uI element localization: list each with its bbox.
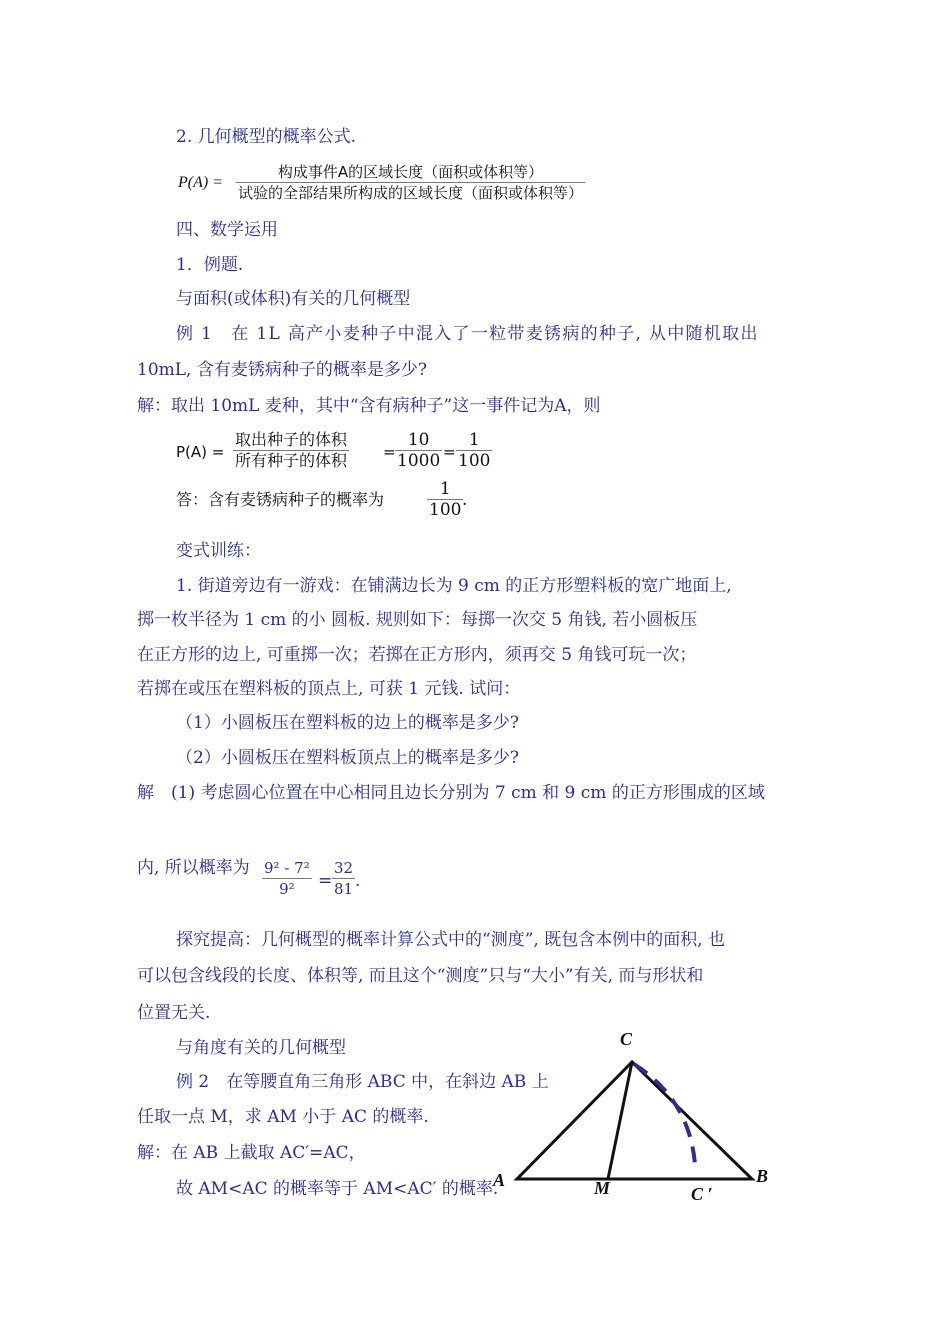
equals: = xyxy=(383,443,396,461)
denominator: 100 xyxy=(458,451,491,471)
denominator: 100 xyxy=(429,500,462,520)
ex2-line: 例 2 在等腰直角三角形 ABC 中，在斜边 AB 上 xyxy=(176,1072,549,1092)
equals: = xyxy=(443,443,456,461)
period: . xyxy=(462,490,468,510)
variant-sol-text: 内, 所以概率为 xyxy=(137,858,250,878)
ex1-solution: 解：取出 10mL 麦种，其中“含有病种子”这一事件记为A，则 xyxy=(137,396,601,416)
variant-title: 变式训练： xyxy=(176,541,261,561)
period: . xyxy=(355,871,361,891)
denominator: 所有种子的体积 xyxy=(235,451,348,470)
formula-numerator: 构成事件A的区域长度（面积或体积等） xyxy=(236,162,585,183)
explore-line: 可以包含线段的长度、体积等, 而且这个“测度”只与“大小”有关, 而与形状和 xyxy=(137,966,704,986)
variant-question: （1）小圆板压在塑料板的边上的概率是多少? xyxy=(176,713,519,733)
ex2-line: 任取一点 M，求 AM 小于 AC 的概率. xyxy=(137,1107,429,1127)
ex1-line2: 10mL, 含有麦锈病种子的概率是多少? xyxy=(137,360,427,380)
numerator: 32 xyxy=(334,859,354,877)
denominator: 9² xyxy=(279,880,295,898)
label-c-prime: C ′ xyxy=(691,1184,713,1204)
denominator: 1000 xyxy=(397,451,441,471)
label-a: A xyxy=(493,1170,506,1190)
ex2-line: 故 AM<AC 的概率等于 AM<AC′ 的概率. xyxy=(176,1179,499,1199)
formula-heading: 2. 几何概型的概率公式. xyxy=(176,127,357,147)
calc-lhs: P(A) = xyxy=(176,443,225,461)
explore-line: 探究提高：几何概型的概率计算公式中的“测度”, 既包含本例中的面积, 也 xyxy=(176,930,725,950)
triangle-abc xyxy=(517,1062,752,1179)
section-heading: 四、数学运用 xyxy=(176,220,278,240)
numerator: 1 xyxy=(456,430,492,451)
examples-title: 1．例题. xyxy=(176,255,244,275)
denominator: 81 xyxy=(334,880,354,898)
variant-solution: 解 (1) 考虑圆心位置在中心相同且边长分别为 7 cm 和 9 cm 的正方形围成的区域 xyxy=(137,783,765,803)
numerator: 10 xyxy=(395,430,442,451)
variant-line: 若掷在或压在塑料板的顶点上, 可获 1 元钱. 试问： xyxy=(137,679,521,699)
angle-title: 与角度有关的几何概型 xyxy=(176,1038,346,1058)
variant-line: 掷一枚半径为 1 cm 的小 圆板. 规则如下：每掷一次交 5 角钱, 若小圆板压 xyxy=(137,610,698,630)
ex1-line1: 例 1 在 1L 高产小麦种子中混入了一粒带麦锈病的种子, 从中随机取出 xyxy=(176,324,759,344)
ex2-line: 解：在 AB 上截取 AC′=AC， xyxy=(137,1143,366,1163)
label-b: B xyxy=(756,1166,769,1186)
equals: = xyxy=(318,871,333,891)
formula-lhs: P(A) = xyxy=(178,174,223,191)
numerator: 9² - 7² xyxy=(264,859,310,877)
label-m: M xyxy=(594,1178,611,1198)
numerator: 取出种子的体积 xyxy=(235,430,348,449)
explore-line: 位置无关. xyxy=(137,1003,211,1023)
label-c: C xyxy=(620,1029,633,1049)
numerator: 1 xyxy=(427,479,463,500)
variant-question: （2）小圆板压在塑料板顶点上的概率是多少? xyxy=(176,748,519,768)
variant-line: 1. 街道旁边有一游戏：在铺满边长为 9 cm 的正方形塑料板的宽广地面上, xyxy=(176,576,732,596)
area-title: 与面积(或体积)有关的几何概型 xyxy=(176,289,411,309)
variant-line: 在正方形的边上, 可重掷一次；若掷在正方形内，须再交 5 角钱可玩一次； xyxy=(137,645,697,665)
formula-denominator: 试验的全部结果所构成的区域长度（面积或体积等） xyxy=(238,184,584,202)
answer-text: 答：含有麦锈病种子的概率为 xyxy=(176,490,385,509)
segment-cm xyxy=(608,1062,632,1179)
